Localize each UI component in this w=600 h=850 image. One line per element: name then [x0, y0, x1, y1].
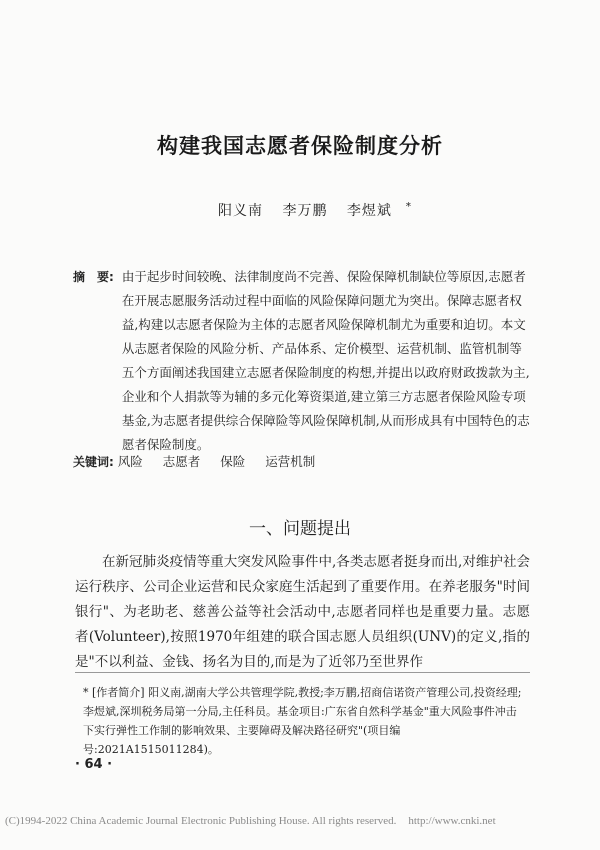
abstract-text: 由于起步时间较晚、法律制度尚不完善、保险保障机制缺位等原因,志愿者在开展志愿服务活动过程中面临的风险保障问题尤为突出。保障志愿者权益,构建以志愿者保险为主体的志愿者风险保障机制尤为重要和迫切。本文从志愿者保险的风险分析、产品体系、定价模型、运营机制、监管机制等五个方面阐述我国建立志愿者保险制度的构想,并提出以政府财政拨款为主,企业和个人捐款等为辅的多元化筹资渠道,建立第三方志愿者保险风险专项基金,为志愿者提供综合保障险等风险保障机制,从而形成具有中国特色的志愿者保险制度。 [121, 269, 530, 452]
keyword: 运营机制 [265, 454, 316, 469]
article-title: 构建我国志愿者保险制度分析 [157, 134, 443, 158]
footnote: * [作者简介] 阳义南,湖南大学公共管理学院,教授;李万鹏,招商信诺资产管理公司,投资经理;李煜斌,深圳税务局第一分局,主任科员。基金项目:广东省自然科学基金"重大风险事件冲击下实行弹性工作制的影响效果、主要障碍及解决路径研究"(项目编号:2021A1515011284)。 [83, 686, 522, 756]
body-paragraph: 在新冠肺炎疫情等重大突发风险事件中,各类志愿者挺身而出,对维护社会运行秩序、公司企业运营和民众家庭生活起到了重要作用。在养老服务"时间银行"、为老助老、慈善公益等社会活动中,志愿者同样也是重要力量。志愿者(Volunteer),按照1970年组建的联合国志愿人员组织(UNV)的定义,指的是"不以利益、金钱、扬名为目的,而是为了近邻乃至世界作 [75, 554, 530, 670]
author-footnote-marker: * [405, 201, 412, 213]
keyword: 志愿者 [162, 454, 201, 469]
copyright-notice [5, 815, 595, 827]
author-name: 李煜斌 [346, 203, 392, 219]
footnote-divider [75, 672, 530, 673]
copyright-url[interactable]: http://www.cnki.net [408, 815, 496, 827]
copyright-text: (C)1994-2022 China Academic Journal Electronic Publishing House. All rights reserved. [5, 815, 397, 827]
section-heading: 一、问题提出 [249, 519, 351, 539]
abstract [73, 265, 533, 457]
abstract-label: 摘 要: [73, 270, 114, 284]
keyword: 保险 [220, 454, 246, 469]
author-list [218, 200, 412, 220]
page-number: · 64 · [75, 757, 113, 772]
author-name: 阳义南 [218, 203, 263, 219]
keywords [73, 452, 331, 472]
author-name: 李万鹏 [282, 203, 328, 219]
keyword: 风险 [117, 454, 143, 469]
keywords-label: 关键词: [73, 455, 114, 469]
